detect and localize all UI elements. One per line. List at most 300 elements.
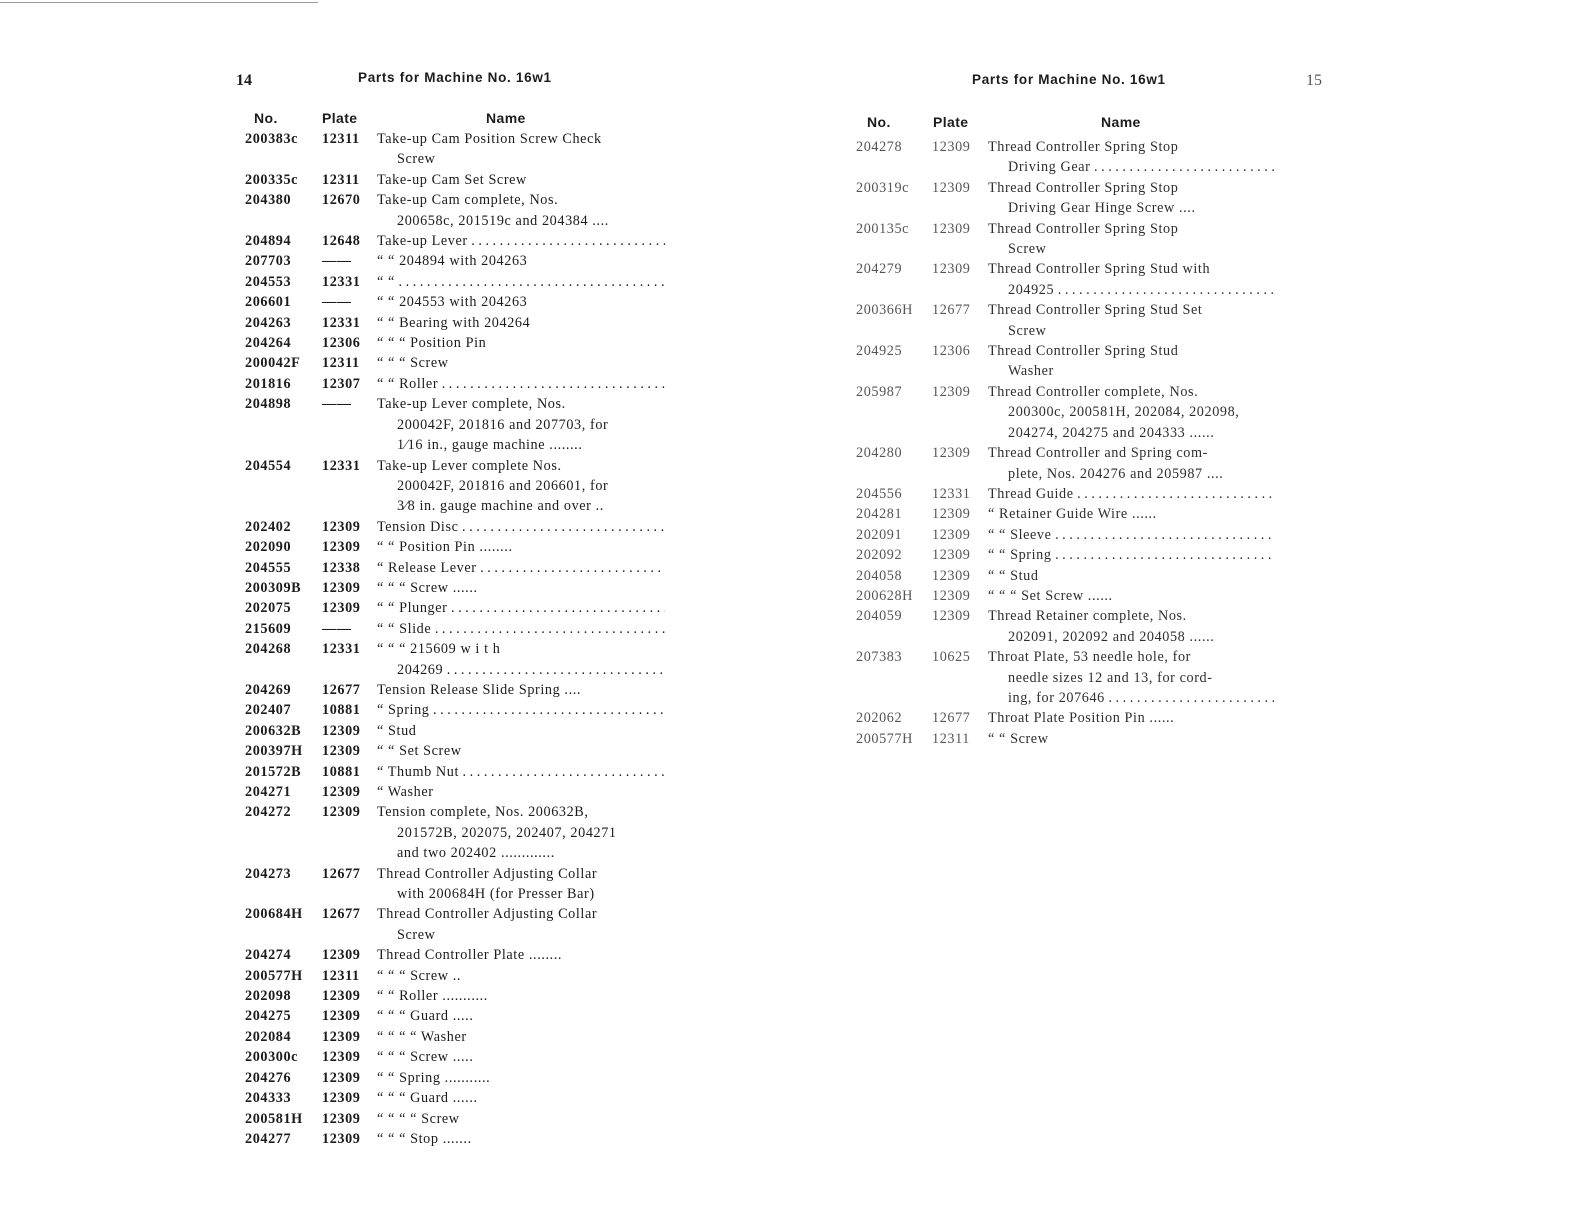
part-name — [988, 484, 1274, 504]
part-name-line: “ “ Roller . . . — [377, 374, 665, 394]
part-name-line: Tension Release Slide Spring .... — [377, 681, 582, 698]
part-number: 204556 — [856, 485, 903, 502]
part-name — [988, 566, 1274, 586]
part-name-line: Driving Gear . . . — [988, 157, 1274, 177]
plate-number: 12309 — [322, 1008, 361, 1025]
part-name-line: “ “ “ Screw — [377, 355, 449, 372]
part-name — [988, 606, 1274, 647]
part-row — [856, 137, 1276, 178]
plate-number: 12309 — [322, 1130, 361, 1147]
part-name-line: 200658c, 201519c and 204384 .... — [397, 212, 609, 229]
part-row — [856, 443, 1276, 484]
part-row — [245, 1129, 665, 1149]
part-row — [245, 292, 665, 312]
part-number: 202091 — [856, 526, 903, 543]
part-number: 205987 — [856, 383, 903, 400]
page-title: Parts for Machine No. 16w1 — [358, 70, 552, 85]
plate-number: 12309 — [932, 506, 971, 523]
part-name-line: Thread Controller Spring Stop — [988, 220, 1179, 237]
plate-number: 12648 — [322, 233, 361, 250]
part-name-line: “ “ Stud — [988, 567, 1039, 584]
part-name-line: Thread Controller Adjusting Collar — [377, 865, 598, 882]
part-row — [856, 484, 1276, 504]
part-name — [377, 1047, 665, 1067]
part-name — [988, 525, 1274, 545]
part-name-line: Thread Retainer complete, Nos. — [988, 608, 1187, 625]
plate-number: 12309 — [322, 600, 361, 617]
part-row — [856, 708, 1276, 728]
plate-number: 12309 — [322, 804, 361, 821]
part-row — [245, 1027, 665, 1047]
part-name-line: Screw — [1008, 322, 1047, 339]
part-number: 204277 — [245, 1130, 292, 1147]
part-row — [245, 231, 665, 251]
part-number: 200335c — [245, 171, 299, 188]
part-number: 204272 — [245, 804, 292, 821]
part-row — [245, 680, 665, 700]
part-name — [988, 708, 1274, 728]
part-number: 204269 — [245, 681, 292, 698]
part-name-line: Thread Controller and Spring com- — [988, 445, 1208, 462]
part-name — [988, 545, 1274, 565]
plate-number: 10625 — [932, 649, 971, 666]
plate-number: 12309 — [322, 1049, 361, 1066]
part-row — [245, 1047, 665, 1067]
part-name-line: 204269 . . . — [377, 660, 665, 680]
plate-number: 12309 — [932, 445, 971, 462]
column-headers — [254, 110, 674, 130]
column-headers — [867, 114, 1287, 134]
part-number: 204059 — [856, 608, 903, 625]
part-name-line: Washer — [1008, 363, 1054, 380]
part-number: 204281 — [856, 506, 903, 523]
part-number: 202098 — [245, 988, 292, 1005]
part-name-line: “ “ “ Screw ...... — [377, 579, 478, 596]
plate-number: 12338 — [322, 559, 361, 576]
part-name-line: Take-up Lever . . . — [377, 231, 665, 251]
part-name-line: “ “ “ Screw ..... — [377, 1049, 474, 1066]
part-name-line: “ “ Spring ........... — [377, 1069, 491, 1086]
part-row — [245, 1006, 665, 1026]
part-name-line: Screw — [397, 151, 436, 168]
part-name-line: Throat Plate, 53 needle hole, for — [988, 649, 1191, 666]
part-name-line: “ “ “ Screw .. — [377, 967, 462, 984]
part-name-line: “ “ “ Guard ...... — [377, 1090, 478, 1107]
part-row — [245, 578, 665, 598]
part-row — [245, 619, 665, 639]
page-title: Parts for Machine No. 16w1 — [972, 72, 1166, 87]
part-name — [377, 578, 665, 598]
part-row — [245, 864, 665, 905]
part-number: 202090 — [245, 539, 292, 556]
part-number: 204058 — [856, 567, 903, 584]
plate-number: 12331 — [322, 457, 361, 474]
plate-number: 12309 — [322, 1028, 361, 1045]
part-name — [377, 966, 665, 986]
plate-number: 12309 — [322, 988, 361, 1005]
part-name-line: “ Thumb Nut . . . — [377, 762, 665, 782]
part-name — [377, 598, 665, 618]
part-name-line: Tension Disc . . . — [377, 517, 665, 537]
part-row — [245, 129, 665, 170]
part-row — [245, 966, 665, 986]
part-name — [377, 537, 665, 557]
plate-number: 12309 — [322, 1110, 361, 1127]
part-name-line: Take-up Cam Set Screw — [377, 171, 527, 188]
part-number: 200309B — [245, 579, 302, 596]
part-name-line: “ “ Roller ........... — [377, 988, 488, 1005]
part-name-line: “ “ “ Position Pin — [377, 335, 487, 352]
part-number: 200300c — [245, 1049, 299, 1066]
part-number: 207383 — [856, 649, 903, 666]
part-name — [377, 945, 665, 965]
part-name-line: Take-up Cam complete, Nos. — [377, 192, 559, 209]
part-number: 204898 — [245, 396, 292, 413]
part-name-line: 1⁄16 in., gauge machine ........ — [397, 437, 583, 454]
part-name-line: Screw — [397, 926, 436, 943]
part-name — [377, 292, 665, 312]
part-name — [377, 1129, 665, 1149]
part-number: 204275 — [245, 1008, 292, 1025]
page-number: 15 — [1306, 72, 1322, 89]
part-name — [377, 1088, 665, 1108]
part-number: 204554 — [245, 457, 292, 474]
part-name-line: “ “ . . . — [377, 272, 665, 292]
part-name — [377, 802, 665, 863]
plate-number: 12309 — [932, 526, 971, 543]
plate-number: 12309 — [322, 1069, 361, 1086]
part-number: 204279 — [856, 261, 903, 278]
part-number: 202084 — [245, 1028, 292, 1045]
part-name — [377, 374, 665, 394]
part-name-line: “ “ “ “ Washer — [377, 1028, 467, 1045]
part-name-line: 3⁄8 in. gauge machine and over .. — [397, 498, 604, 515]
part-row — [245, 945, 665, 965]
part-row — [856, 178, 1276, 219]
part-row — [856, 566, 1276, 586]
part-name — [377, 639, 665, 680]
part-number: 204264 — [245, 335, 292, 352]
part-name-line: Screw — [1008, 241, 1047, 258]
part-name — [377, 721, 665, 741]
part-name — [988, 443, 1274, 484]
plate-number: 12331 — [322, 273, 361, 290]
part-number: 201572B — [245, 763, 302, 780]
plate-number: 12309 — [932, 608, 971, 625]
part-name — [377, 680, 665, 700]
plate-number: 12309 — [932, 139, 971, 155]
plate-number: 12309 — [322, 579, 361, 596]
part-number: 204333 — [245, 1090, 292, 1107]
part-row — [245, 1109, 665, 1129]
left-page — [0, 0, 720, 1224]
plate-number: 12311 — [322, 171, 360, 188]
part-name-line: “ “ “ Set Screw ...... — [988, 587, 1113, 604]
plate-number: 12309 — [932, 220, 971, 237]
part-row — [245, 762, 665, 782]
part-number: 204380 — [245, 192, 292, 209]
part-name-line: “ Spring . . . — [377, 700, 665, 720]
part-number: 204271 — [245, 784, 292, 800]
part-name-line: Take-up Cam Position Screw Check — [377, 131, 602, 147]
part-name — [377, 313, 665, 333]
part-number: 200042F — [245, 355, 301, 372]
part-name — [377, 170, 665, 190]
part-row — [245, 374, 665, 394]
part-name-line: Thread Controller Spring Stud — [988, 343, 1179, 360]
part-name-line: 204274, 204275 and 204333 ...... — [1008, 424, 1215, 441]
part-row — [245, 333, 665, 353]
part-name-line: “ “ “ Guard ..... — [377, 1008, 474, 1025]
plate-number: 12309 — [932, 261, 971, 278]
part-name-line: Driving Gear Hinge Screw .... — [1008, 200, 1196, 217]
header-plate: Plate — [322, 110, 358, 126]
part-name-line: “ “ Screw — [988, 730, 1049, 747]
part-row — [856, 586, 1276, 606]
part-name — [377, 782, 665, 802]
part-row — [856, 259, 1276, 300]
part-name — [377, 741, 665, 761]
part-row — [245, 1088, 665, 1108]
plate-number: 12331 — [322, 641, 361, 658]
part-name-line: “ “ “ 215609 w i t h — [377, 641, 501, 658]
part-name-line: Thread Controller Spring Stud with — [988, 261, 1211, 278]
part-name-line: “ “ “ Stop ....... — [377, 1130, 472, 1147]
part-name — [377, 333, 665, 353]
plate-number: 12309 — [932, 383, 971, 400]
part-row — [245, 639, 665, 680]
part-row — [245, 904, 665, 945]
part-number: 200319c — [856, 179, 910, 196]
part-number: 204263 — [245, 314, 292, 331]
plate-number: 12677 — [322, 681, 361, 698]
part-name — [377, 394, 665, 455]
part-name — [377, 190, 665, 231]
part-number: 200383c — [245, 131, 299, 147]
part-name — [988, 586, 1274, 606]
part-name-line: “ “ Position Pin ........ — [377, 539, 513, 556]
part-row — [245, 782, 665, 802]
part-number: 200632B — [245, 722, 302, 739]
parts-list — [245, 129, 665, 1149]
part-number: 202092 — [856, 547, 903, 564]
header-no: No. — [867, 114, 891, 130]
part-name-line: Take-up Lever complete, Nos. — [377, 396, 566, 413]
part-row — [245, 272, 665, 292]
part-row — [856, 606, 1276, 647]
part-number: 202407 — [245, 702, 292, 719]
plate-number: 12331 — [322, 314, 361, 331]
part-name — [377, 1109, 665, 1129]
part-name — [377, 1027, 665, 1047]
plate-number: 10881 — [322, 702, 361, 719]
plate-number: 12306 — [932, 343, 971, 360]
part-name-line: Thread Controller Spring Stop — [988, 139, 1179, 155]
header-name: Name — [1101, 114, 1141, 130]
part-number: 202062 — [856, 710, 903, 727]
part-number: 200366H — [856, 302, 914, 319]
part-row — [856, 382, 1276, 443]
part-name — [988, 504, 1274, 524]
plate-number: 12309 — [932, 547, 971, 564]
part-number: 204274 — [245, 947, 292, 964]
part-name-line: “ “ Slide . . . — [377, 619, 665, 639]
part-row — [856, 219, 1276, 260]
part-name-line: Take-up Lever complete Nos. — [377, 457, 562, 474]
part-row — [245, 353, 665, 373]
part-number: 202402 — [245, 518, 292, 535]
part-name — [377, 986, 665, 1006]
part-name — [988, 341, 1274, 382]
part-name-line: Throat Plate Position Pin ...... — [988, 710, 1175, 727]
part-name — [377, 129, 665, 170]
part-name-line: “ “ Bearing with 204264 — [377, 314, 531, 331]
part-name — [988, 300, 1274, 341]
part-name — [377, 700, 665, 720]
part-name-line: ing, for 207646 . . . — [988, 688, 1274, 708]
part-name — [377, 558, 665, 578]
plate-number: 10881 — [322, 763, 361, 780]
part-row — [856, 525, 1276, 545]
part-name-line: “ Retainer Guide Wire ...... — [988, 506, 1157, 523]
part-name-line: Thread Controller Adjusting Collar — [377, 906, 598, 923]
part-number: 200684H — [245, 906, 303, 923]
part-name — [988, 219, 1274, 260]
part-name-line: “ “ 204894 with 204263 — [377, 253, 528, 270]
plate-number: 12306 — [322, 335, 361, 352]
part-number: 204273 — [245, 865, 292, 882]
part-row — [856, 729, 1276, 749]
plate-number: —— — [322, 620, 352, 637]
part-name-line: Thread Controller complete, Nos. — [988, 383, 1199, 400]
part-name-line: “ “ Spring . . . — [988, 545, 1274, 565]
part-number: 204278 — [856, 139, 903, 155]
part-row — [856, 647, 1276, 708]
part-name-line: “ “ 204553 with 204263 — [377, 294, 528, 311]
page-number: 14 — [236, 72, 252, 89]
part-name — [988, 137, 1274, 178]
part-row — [856, 341, 1276, 382]
part-row — [245, 558, 665, 578]
parts-list — [856, 137, 1276, 749]
part-name — [988, 178, 1274, 219]
plate-number: 12309 — [322, 539, 361, 556]
part-name-line: Thread Controller Spring Stop — [988, 179, 1179, 196]
plate-number: 12677 — [322, 865, 361, 882]
plate-number: 12677 — [322, 906, 361, 923]
plate-number: 12309 — [322, 947, 361, 964]
part-name-line: needle sizes 12 and 13, for cord- — [1008, 669, 1213, 686]
part-name-line: Thread Controller Plate ........ — [377, 947, 563, 964]
plate-number: 12677 — [932, 710, 971, 727]
part-name — [377, 1006, 665, 1026]
part-name — [988, 647, 1274, 708]
part-name — [377, 251, 665, 271]
part-name-line: “ “ Plunger . . . — [377, 598, 665, 618]
plate-number: 12311 — [322, 131, 360, 147]
plate-number: 12309 — [932, 567, 971, 584]
plate-number: —— — [322, 396, 352, 413]
part-row — [856, 300, 1276, 341]
part-name-line: “ “ “ “ Screw — [377, 1110, 460, 1127]
part-number: 204280 — [856, 445, 903, 462]
part-row — [245, 251, 665, 271]
part-name — [377, 272, 665, 292]
part-name — [377, 517, 665, 537]
part-name-line: with 200684H (for Presser Bar) — [397, 886, 595, 903]
part-number: 200581H — [245, 1110, 303, 1127]
part-number: 204276 — [245, 1069, 292, 1086]
plate-number: 12309 — [322, 784, 361, 800]
part-number: 200577H — [856, 730, 914, 747]
part-name — [377, 1068, 665, 1088]
part-name — [377, 619, 665, 639]
header-plate: Plate — [933, 114, 969, 130]
part-name-line: “ “ Sleeve . . . — [988, 525, 1274, 545]
part-number: 201816 — [245, 375, 292, 392]
part-number: 200628H — [856, 587, 914, 604]
plate-number: 12670 — [322, 192, 361, 209]
part-name-line: and two 202402 ............. — [397, 845, 555, 862]
right-page — [820, 0, 1584, 1224]
part-row — [245, 313, 665, 333]
part-row — [245, 1068, 665, 1088]
part-name — [377, 904, 665, 945]
part-row — [245, 598, 665, 618]
part-row — [245, 802, 665, 863]
part-name-line: “ Stud — [377, 722, 417, 739]
part-name-line: 204925 . . . — [988, 280, 1274, 300]
plate-number: 12309 — [322, 1090, 361, 1107]
part-name-line: 200042F, 201816 and 206601, for — [397, 477, 609, 494]
part-name-line: 201572B, 202075, 202407, 204271 — [397, 824, 617, 841]
part-row — [245, 456, 665, 517]
plate-number: 12309 — [322, 743, 361, 760]
part-row — [856, 504, 1276, 524]
part-number: 200577H — [245, 967, 303, 984]
part-number: 204925 — [856, 343, 903, 360]
part-name-line: plete, Nos. 204276 and 205987 .... — [1008, 465, 1224, 482]
part-row — [245, 741, 665, 761]
part-row — [245, 537, 665, 557]
plate-number: 12309 — [322, 518, 361, 535]
part-row — [245, 517, 665, 537]
plate-number: 12309 — [932, 179, 971, 196]
plate-number: 12677 — [932, 302, 971, 319]
part-name — [377, 456, 665, 517]
plate-number: 12331 — [932, 485, 971, 502]
part-number: 202075 — [245, 600, 292, 617]
part-row — [245, 700, 665, 720]
part-row — [245, 721, 665, 741]
part-name — [377, 353, 665, 373]
part-number: 215609 — [245, 620, 292, 637]
part-number: 207703 — [245, 253, 292, 270]
part-row — [245, 170, 665, 190]
part-number: 200135c — [856, 220, 910, 237]
part-name-line: “ Washer — [377, 784, 434, 800]
plate-number: 12307 — [322, 375, 361, 392]
header-no: No. — [254, 110, 278, 126]
part-row — [245, 986, 665, 1006]
part-name-line: “ Release Lever . . . — [377, 558, 665, 578]
part-number: 204268 — [245, 641, 292, 658]
part-name-line: Thread Controller Spring Stud Set — [988, 302, 1203, 319]
part-number: 204555 — [245, 559, 292, 576]
plate-number: 12309 — [322, 722, 361, 739]
part-name — [988, 729, 1274, 749]
header-name: Name — [486, 110, 526, 126]
